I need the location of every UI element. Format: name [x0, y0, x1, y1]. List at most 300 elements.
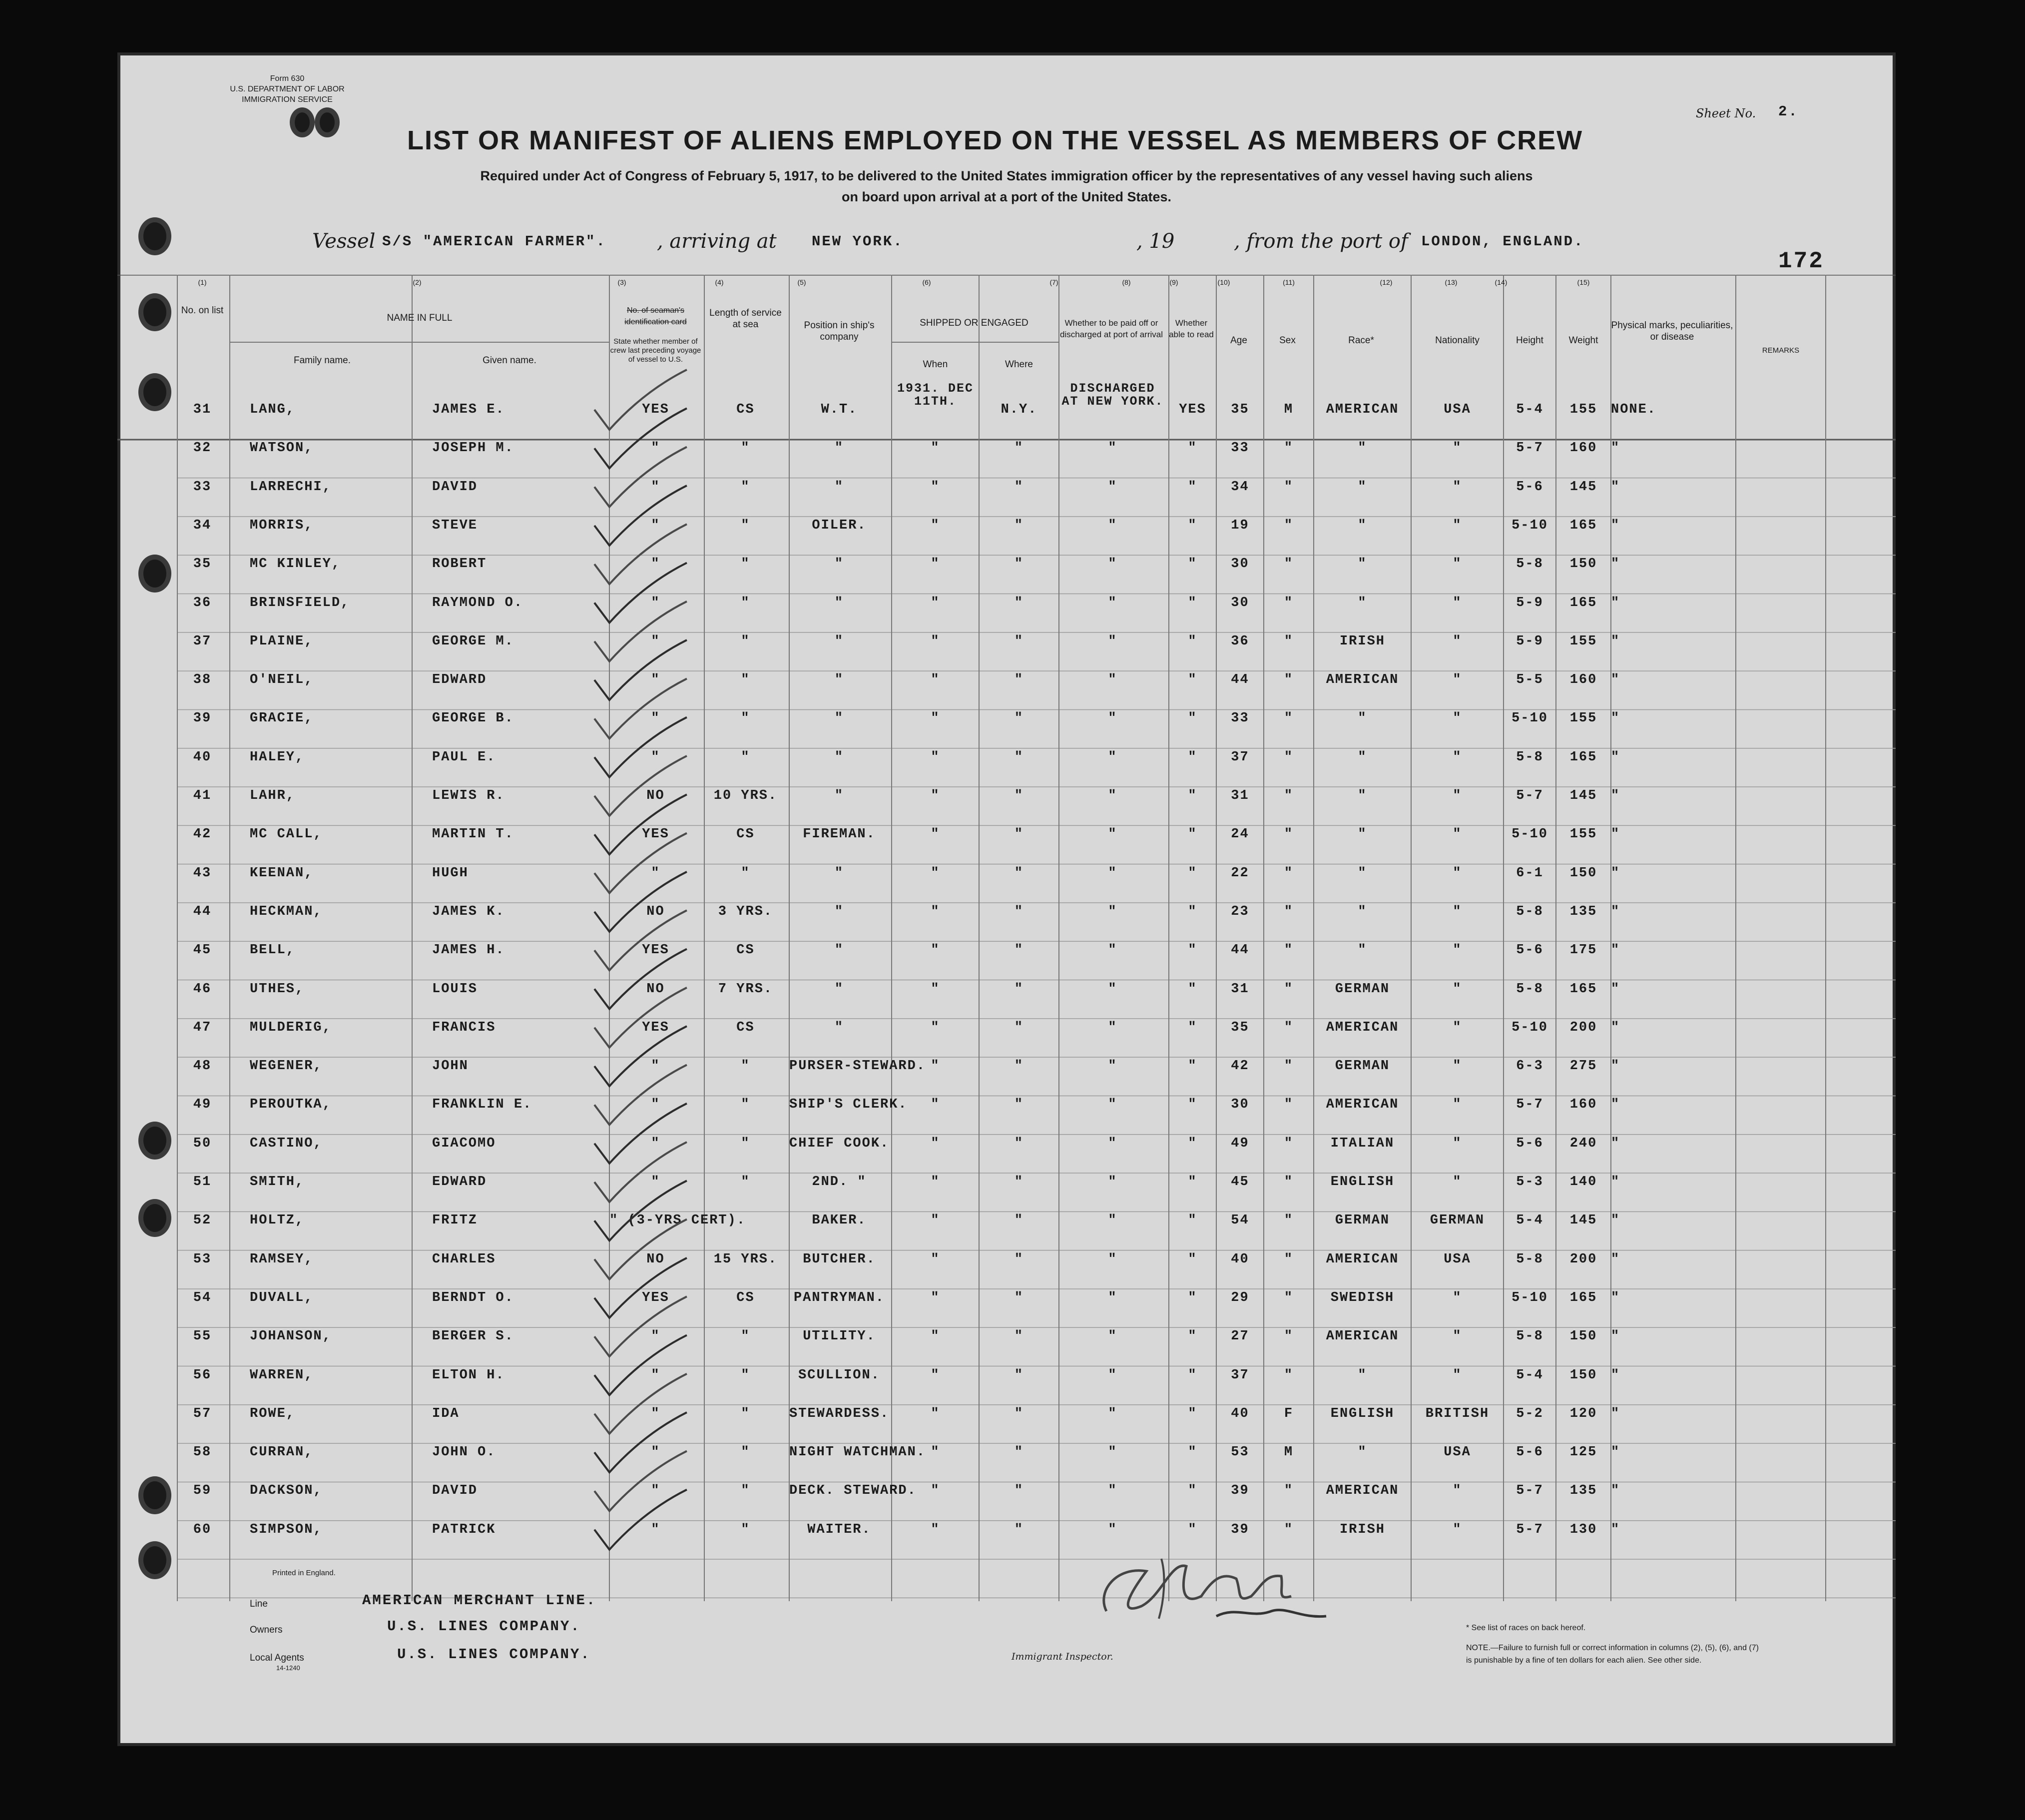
cell-race: AMERICAN	[1326, 1329, 1399, 1344]
cell-age: 53	[1231, 1445, 1249, 1460]
cell-when: "	[931, 1329, 940, 1344]
cell-race: ENGLISH	[1330, 1175, 1395, 1190]
cell-read: "	[1188, 711, 1197, 726]
cell-family: BRINSFIELD,	[250, 595, 350, 610]
cell-when: "	[931, 865, 940, 881]
printed-note: Printed in England.	[272, 1569, 336, 1577]
cell-marks: "	[1611, 981, 1620, 997]
cell-when: "	[931, 1406, 940, 1421]
cell-paid: "	[1108, 788, 1117, 803]
cell-given: HUGH	[432, 865, 469, 881]
form-number: Form 630	[270, 74, 305, 83]
line-label: Line	[250, 1599, 268, 1609]
cell-race: SWEDISH	[1330, 1290, 1395, 1305]
cell-position: "	[834, 479, 844, 495]
cell-no: 37	[193, 633, 212, 649]
cell-given: JOHN	[432, 1059, 469, 1074]
cell-race: IRISH	[1339, 633, 1385, 649]
cell-sex: "	[1284, 1522, 1294, 1537]
cell-race: AMERICAN	[1326, 402, 1399, 417]
cell-no: 40	[193, 749, 212, 765]
cell-weight: 160	[1569, 672, 1597, 688]
cell-paid: "	[1108, 1251, 1117, 1267]
cell-paid: "	[1108, 1329, 1117, 1344]
cell-when: "	[931, 1522, 940, 1537]
cell-family: MC KINLEY,	[250, 557, 341, 572]
cell-height: 5-4	[1516, 1213, 1543, 1228]
cell-weight: 175	[1569, 943, 1597, 958]
cell-nat: "	[1453, 1020, 1462, 1035]
cell-no: 56	[193, 1367, 212, 1383]
cell-marks: "	[1611, 1097, 1620, 1113]
owners-value: U.S. LINES COMPANY.	[387, 1618, 581, 1635]
cell-weight: 160	[1569, 1097, 1597, 1113]
cell-length: "	[741, 1059, 750, 1074]
cell-nat: GERMAN	[1430, 1213, 1485, 1228]
cell-age: 39	[1231, 1483, 1249, 1499]
cell-age: 29	[1231, 1290, 1249, 1305]
cell-family: UTHES,	[250, 981, 305, 997]
cell-when: "	[931, 827, 940, 842]
cell-family: BELL,	[250, 943, 296, 958]
cell-family: LAHR,	[250, 788, 296, 803]
cell-where: "	[1014, 904, 1024, 919]
requirement-line-2: on board upon arrival at a port of the United States.	[841, 189, 1172, 204]
cell-prev: NO	[646, 788, 665, 803]
cell-sex: "	[1284, 672, 1294, 688]
cell-family: MULDERIG,	[250, 1020, 332, 1035]
cell-read: "	[1188, 749, 1197, 765]
cell-where: "	[1014, 749, 1024, 765]
cell-race: AMERICAN	[1326, 1483, 1399, 1499]
cell-age: 31	[1231, 981, 1249, 997]
cell-length: "	[741, 1445, 750, 1460]
header-physical-marks: Physical marks, peculiarities, or disease	[1611, 320, 1733, 342]
cell-when: "	[931, 904, 940, 919]
requirement-line-1: Required under Act of Congress of February 5, 1917, to be delivered to the United States immigration officer by the representatives of any vessel having such aliens	[480, 168, 1533, 183]
cell-given: JAMES E.	[432, 402, 505, 417]
cell-marks: "	[1611, 557, 1620, 572]
cell-when: "	[931, 518, 940, 533]
cell-race: GERMAN	[1335, 981, 1390, 997]
cell-prev: "	[651, 1522, 660, 1537]
cell-position: SHIP'S CLERK.	[789, 1097, 908, 1113]
cell-where: "	[1014, 711, 1024, 726]
cell-marks: "	[1611, 518, 1620, 533]
cell-position: PURSER-STEWARD.	[789, 1059, 926, 1074]
cell-prev: "	[651, 1367, 660, 1383]
cell-position: 2ND. "	[812, 1175, 867, 1190]
cell-weight: 155	[1569, 402, 1597, 417]
cell-age: 23	[1231, 904, 1249, 919]
cell-length: CS	[736, 1020, 755, 1035]
cell-sex: "	[1284, 1329, 1294, 1344]
cell-given: FRANCIS	[432, 1020, 496, 1035]
cell-sex: "	[1284, 595, 1294, 610]
cell-paid: "	[1108, 672, 1117, 688]
cell-where: "	[1014, 1136, 1024, 1151]
cell-prev: "	[651, 479, 660, 495]
agents-label: Local Agents	[250, 1653, 304, 1663]
cell-prev: "	[651, 672, 660, 688]
cell-nat: "	[1453, 518, 1462, 533]
cell-given: RAYMOND O.	[432, 595, 523, 610]
cell-when: "	[931, 1251, 940, 1267]
cell-race: "	[1358, 711, 1367, 726]
cell-age: 49	[1231, 1136, 1249, 1151]
cell-marks: "	[1611, 1020, 1620, 1035]
cell-sex: "	[1284, 711, 1294, 726]
cell-sex: "	[1284, 633, 1294, 649]
cell-height: 5-6	[1516, 1445, 1543, 1460]
cell-position: WAITER.	[807, 1522, 871, 1537]
cell-age: 44	[1231, 943, 1249, 958]
cell-read: "	[1188, 1367, 1197, 1383]
cell-read: "	[1188, 1290, 1197, 1305]
cell-given: GEORGE B.	[432, 711, 514, 726]
cell-where: "	[1014, 1445, 1024, 1460]
cell-length: 15 YRS.	[713, 1251, 778, 1267]
cell-sex: "	[1284, 1059, 1294, 1074]
cell-no: 33	[193, 479, 212, 495]
header-id-card-struck: No. of seaman's identification card	[624, 306, 687, 326]
cell-height: 5-7	[1516, 441, 1543, 456]
year-label: , 19	[1136, 230, 1175, 253]
cell-paid: "	[1108, 1406, 1117, 1421]
cell-paid: "	[1108, 1367, 1117, 1383]
cell-when: "	[931, 711, 940, 726]
cell-position: "	[834, 749, 844, 765]
cell-no: 45	[193, 943, 212, 958]
cell-length: "	[741, 1097, 750, 1113]
cell-family: HOLTZ,	[250, 1213, 305, 1228]
cell-age: 39	[1231, 1522, 1249, 1537]
cell-no: 35	[193, 557, 212, 572]
cell-age: 42	[1231, 1059, 1249, 1074]
cell-marks: "	[1611, 1213, 1620, 1228]
cell-given: JAMES K.	[432, 904, 505, 919]
cell-prev: YES	[642, 402, 669, 417]
cell-height: 5-7	[1516, 788, 1543, 803]
col-number-2: (2)	[413, 278, 422, 286]
col-number-1: (1)	[198, 278, 207, 286]
cell-no: 44	[193, 904, 212, 919]
form-department: U.S. DEPARTMENT OF LABOR	[230, 85, 345, 93]
cell-family: HALEY,	[250, 749, 305, 765]
cell-when: "	[931, 1445, 940, 1460]
header-able-to-read: Whether able to read	[1169, 318, 1214, 339]
cell-family: WATSON,	[250, 441, 314, 456]
cell-paid: "	[1108, 1483, 1117, 1499]
cell-length: CS	[736, 402, 755, 417]
cell-length: "	[741, 479, 750, 495]
cell-where: N.Y.	[1001, 402, 1037, 417]
cell-read: "	[1188, 1251, 1197, 1267]
cell-sex: "	[1284, 1020, 1294, 1035]
cell-family: RAMSEY,	[250, 1251, 314, 1267]
cell-position: BUTCHER.	[803, 1251, 876, 1267]
cell-no: 49	[193, 1097, 212, 1113]
cell-weight: 240	[1569, 1136, 1597, 1151]
cell-sex: "	[1284, 1213, 1294, 1228]
cell-paid: "	[1108, 827, 1117, 842]
cell-nat: "	[1453, 788, 1462, 803]
cell-where: "	[1014, 865, 1024, 881]
sheet-label: Sheet No.	[1696, 106, 1756, 120]
cell-marks: "	[1611, 672, 1620, 688]
cell-family: HECKMAN,	[250, 904, 323, 919]
cell-nat: USA	[1444, 1251, 1471, 1267]
cell-family: ROWE,	[250, 1406, 296, 1421]
col-number-8: (8)	[1122, 278, 1131, 286]
cell-read: "	[1188, 1329, 1197, 1344]
header-weight: Weight	[1568, 335, 1598, 346]
cell-length: "	[741, 595, 750, 610]
cell-paid: "	[1108, 711, 1117, 726]
cell-where: "	[1014, 981, 1024, 997]
cell-height: 5-8	[1516, 1251, 1543, 1267]
cell-family: SIMPSON,	[250, 1522, 323, 1537]
cell-paid: "	[1108, 981, 1117, 997]
cell-length: "	[741, 1406, 750, 1421]
cell-paid: "	[1108, 1175, 1117, 1190]
cell-length: CS	[736, 943, 755, 958]
cell-nat: "	[1453, 711, 1462, 726]
cell-race: "	[1358, 441, 1367, 456]
cell-age: 31	[1231, 788, 1249, 803]
cell-height: 5-10	[1512, 827, 1548, 842]
cell-nat: "	[1453, 865, 1462, 881]
cell-race: "	[1358, 865, 1367, 881]
cell-nat: "	[1453, 1367, 1462, 1383]
cell-where: "	[1014, 788, 1024, 803]
cell-sex: "	[1284, 1175, 1294, 1190]
cell-no: 42	[193, 827, 212, 842]
cell-sex: M	[1284, 402, 1294, 417]
cell-marks: "	[1611, 1136, 1620, 1151]
cell-read: "	[1188, 633, 1197, 649]
cell-weight: 120	[1569, 1406, 1597, 1421]
cell-race: IRISH	[1339, 1522, 1385, 1537]
cell-paid: "	[1108, 479, 1117, 495]
cell-age: 45	[1231, 1175, 1249, 1190]
cell-read: "	[1188, 1522, 1197, 1537]
cell-marks: "	[1611, 1175, 1620, 1190]
cell-read: "	[1188, 518, 1197, 533]
cell-marks: "	[1611, 1522, 1620, 1537]
cell-marks: "	[1611, 711, 1620, 726]
cell-prev: "	[651, 595, 660, 610]
cell-race: "	[1358, 943, 1367, 958]
cell-length: CS	[736, 827, 755, 842]
cell-weight: 165	[1569, 749, 1597, 765]
cell-position: OILER.	[812, 518, 867, 533]
cell-height: 5-10	[1512, 711, 1548, 726]
cell-given: IDA	[432, 1406, 460, 1421]
header-race: Race*	[1348, 335, 1374, 346]
cell-when: "	[931, 595, 940, 610]
cell-sex: "	[1284, 943, 1294, 958]
cell-marks: "	[1611, 1251, 1620, 1267]
cell-when: "	[931, 1290, 940, 1305]
cell-nat: "	[1453, 633, 1462, 649]
cell-race: "	[1358, 479, 1367, 495]
col-number-15: (15)	[1577, 278, 1590, 286]
cell-age: 30	[1231, 1097, 1249, 1113]
cell-position: "	[834, 557, 844, 572]
cell-marks: "	[1611, 788, 1620, 803]
header-nationality: Nationality	[1435, 335, 1480, 346]
cell-race: "	[1358, 904, 1367, 919]
cell-when: "	[931, 749, 940, 765]
cell-age: 35	[1231, 1020, 1249, 1035]
cell-race: ENGLISH	[1330, 1406, 1395, 1421]
cell-paid: "	[1108, 595, 1117, 610]
cell-family: PLAINE,	[250, 633, 314, 649]
cell-weight: 155	[1569, 827, 1597, 842]
cell-read: "	[1188, 943, 1197, 958]
cell-prev: YES	[642, 1020, 669, 1035]
cell-read: "	[1188, 865, 1197, 881]
header-family-name: Family name.	[293, 355, 351, 366]
header-when: When	[923, 359, 948, 370]
header-no-on-list: No. on list	[181, 305, 224, 316]
cell-age: 37	[1231, 749, 1249, 765]
cell-when: "	[931, 1483, 940, 1499]
cell-given: GIACOMO	[432, 1136, 496, 1151]
header-paid-off: Whether to be paid off or discharged at port of arrival	[1060, 318, 1163, 339]
cell-no: 41	[193, 788, 212, 803]
cell-height: 5-10	[1512, 518, 1548, 533]
cell-prev: "	[651, 1329, 660, 1344]
cell-read: "	[1188, 981, 1197, 997]
cell-paid: "	[1108, 1059, 1117, 1074]
cell-position: NIGHT WATCHMAN.	[789, 1445, 926, 1460]
cell-height: 6-1	[1516, 865, 1543, 881]
cell-marks: "	[1611, 904, 1620, 919]
cell-age: 30	[1231, 557, 1249, 572]
cell-when: 1931. DEC 11TH.	[897, 381, 974, 409]
cell-given: BERNDT O.	[432, 1290, 514, 1305]
cell-nat: "	[1453, 595, 1462, 610]
cell-length: "	[741, 1329, 750, 1344]
cell-when: "	[931, 943, 940, 958]
cell-position: STEWARDESS.	[789, 1406, 890, 1421]
cell-length: "	[741, 518, 750, 533]
cell-length: "	[741, 1367, 750, 1383]
cell-weight: 125	[1569, 1445, 1597, 1460]
cell-family: CURRAN,	[250, 1445, 314, 1460]
cell-no: 38	[193, 672, 212, 688]
inspector-label: Immigrant Inspector.	[1012, 1651, 1113, 1662]
cell-length: CS	[736, 1290, 755, 1305]
header-previous-voyage: State whether member of crew last preceding voyage of vessel to U.S.	[610, 337, 701, 364]
cell-weight: 145	[1569, 479, 1597, 495]
col-number-4: (4)	[715, 278, 724, 286]
cell-family: MORRIS,	[250, 518, 314, 533]
cell-prev: NO	[646, 904, 665, 919]
races-note: * See list of races on back hereof.	[1466, 1624, 1586, 1632]
cell-where: "	[1014, 441, 1024, 456]
fine-note-2: is punishable by a fine of ten dollars for each alien. See other side.	[1466, 1656, 1702, 1665]
cell-position: SCULLION.	[798, 1367, 880, 1383]
cell-age: 40	[1231, 1406, 1249, 1421]
cell-given: GEORGE M.	[432, 633, 514, 649]
cell-sex: "	[1284, 827, 1294, 842]
cell-prev: YES	[642, 827, 669, 842]
cell-paid: "	[1108, 633, 1117, 649]
cell-length: "	[741, 1175, 750, 1190]
cell-no: 39	[193, 711, 212, 726]
cell-when: "	[931, 672, 940, 688]
cell-height: 5-7	[1516, 1522, 1543, 1537]
cell-paid: "	[1108, 1136, 1117, 1151]
cell-sex: "	[1284, 1367, 1294, 1383]
cell-nat: "	[1453, 981, 1462, 997]
cell-age: 34	[1231, 479, 1249, 495]
cell-read: "	[1188, 788, 1197, 803]
cell-family: LANG,	[250, 402, 296, 417]
cell-family: DACKSON,	[250, 1483, 323, 1499]
cell-sex: F	[1284, 1406, 1294, 1421]
cell-family: MC CALL,	[250, 827, 323, 842]
cell-no: 43	[193, 865, 212, 881]
cell-height: 5-2	[1516, 1406, 1543, 1421]
cell-nat: USA	[1444, 1445, 1471, 1460]
cell-race: AMERICAN	[1326, 1097, 1399, 1113]
cell-paid: "	[1108, 1290, 1117, 1305]
cell-family: O'NEIL,	[250, 672, 314, 688]
from-port: LONDON, ENGLAND.	[1421, 233, 1584, 250]
cell-weight: 165	[1569, 518, 1597, 533]
cell-when: "	[931, 557, 940, 572]
header-age: Age	[1230, 335, 1247, 346]
cell-age: 36	[1231, 633, 1249, 649]
cell-when: "	[931, 981, 940, 997]
cell-length: "	[741, 672, 750, 688]
cell-prev: "	[651, 1097, 660, 1113]
cell-length: "	[741, 711, 750, 726]
cell-given: MARTIN T.	[432, 827, 514, 842]
cell-when: "	[931, 1097, 940, 1113]
cell-sex: "	[1284, 441, 1294, 456]
cell-where: "	[1014, 1367, 1024, 1383]
cell-given: ELTON H.	[432, 1367, 505, 1383]
cell-sex: "	[1284, 904, 1294, 919]
cell-where: "	[1014, 1020, 1024, 1035]
cell-marks: "	[1611, 479, 1620, 495]
line-value: AMERICAN MERCHANT LINE.	[362, 1592, 597, 1609]
cell-where: "	[1014, 1522, 1024, 1537]
cell-nat: "	[1453, 1329, 1462, 1344]
col-number-7: (7)	[1049, 278, 1058, 286]
cell-nat: "	[1453, 943, 1462, 958]
cell-height: 5-4	[1516, 1367, 1543, 1383]
cell-paid: "	[1108, 1213, 1117, 1228]
cell-marks: "	[1611, 827, 1620, 842]
cell-where: "	[1014, 1097, 1024, 1113]
cell-read: "	[1188, 1136, 1197, 1151]
cell-read: "	[1188, 557, 1197, 572]
cell-where: "	[1014, 1329, 1024, 1344]
cell-nat: "	[1453, 441, 1462, 456]
cell-no: 50	[193, 1136, 212, 1151]
cell-prev: " (3-YRS CERT).	[609, 1213, 746, 1228]
cell-where: "	[1014, 595, 1024, 610]
cell-race: GERMAN	[1335, 1059, 1390, 1074]
from-label: , from the port of	[1234, 230, 1408, 253]
cell-position: DECK. STEWARD.	[789, 1483, 917, 1499]
